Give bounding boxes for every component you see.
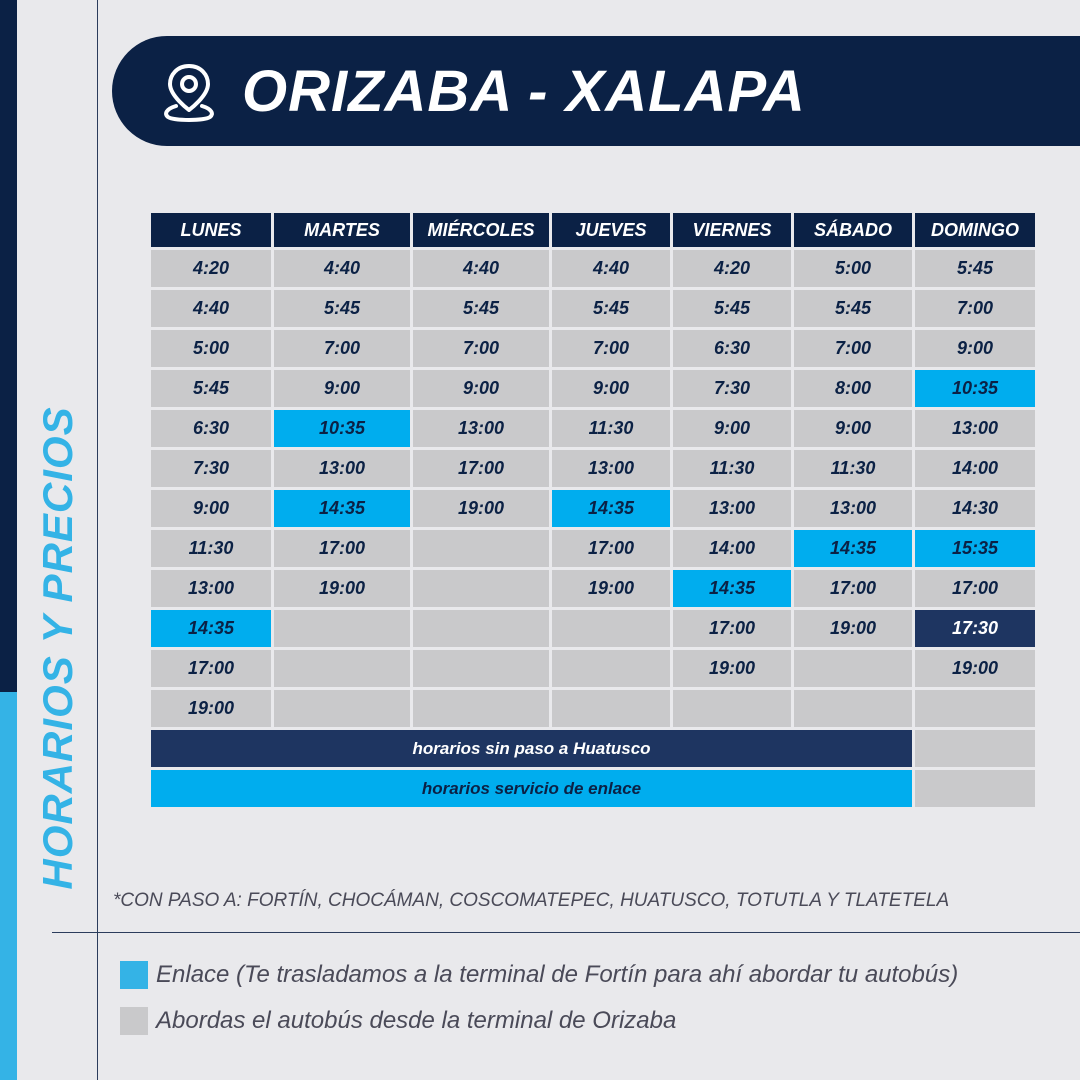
side-stripe-blue bbox=[0, 692, 17, 1080]
schedule-body bbox=[151, 250, 1035, 727]
time-cell: 5:45 bbox=[151, 370, 271, 407]
time-cell bbox=[552, 610, 670, 647]
time-cell: 5:45 bbox=[413, 290, 549, 327]
time-cell: 17:00 bbox=[915, 570, 1035, 607]
day-header: SÁBADO bbox=[794, 213, 912, 247]
time-cell: 19:00 bbox=[413, 490, 549, 527]
time-cell: 7:30 bbox=[151, 450, 271, 487]
table-row bbox=[151, 250, 1035, 287]
time-cell bbox=[413, 650, 549, 687]
time-cell: 5:45 bbox=[673, 290, 791, 327]
table-row bbox=[151, 610, 1035, 647]
time-cell: 11:30 bbox=[552, 410, 670, 447]
time-cell: 10:35 bbox=[274, 410, 410, 447]
time-cell: 4:20 bbox=[673, 250, 791, 287]
time-cell: 7:30 bbox=[673, 370, 791, 407]
time-cell: 4:40 bbox=[552, 250, 670, 287]
time-cell: 13:00 bbox=[794, 490, 912, 527]
time-cell bbox=[413, 530, 549, 567]
time-cell: 14:35 bbox=[552, 490, 670, 527]
time-cell: 17:00 bbox=[794, 570, 912, 607]
time-cell: 5:45 bbox=[274, 290, 410, 327]
time-cell: 14:35 bbox=[151, 610, 271, 647]
time-cell: 19:00 bbox=[151, 690, 271, 727]
time-cell: 17:30 bbox=[915, 610, 1035, 647]
legend-sin-paso: horarios sin paso a Huatusco bbox=[151, 730, 912, 767]
time-cell: 14:00 bbox=[915, 450, 1035, 487]
time-cell: 17:00 bbox=[413, 450, 549, 487]
schedule-table bbox=[148, 210, 1038, 810]
footnote: *CON PASO A: FORTÍN, CHOCÁMAN, COSCOMATEPEC, HUATUSCO, TOTUTLA Y TLATETELA bbox=[113, 890, 950, 911]
table-row bbox=[151, 690, 1035, 727]
time-cell: 9:00 bbox=[794, 410, 912, 447]
time-cell bbox=[552, 650, 670, 687]
time-cell bbox=[413, 690, 549, 727]
orizaba-swatch bbox=[120, 1007, 148, 1035]
time-cell: 7:00 bbox=[413, 330, 549, 367]
day-header: MARTES bbox=[274, 213, 410, 247]
time-cell: 19:00 bbox=[274, 570, 410, 607]
time-cell: 9:00 bbox=[413, 370, 549, 407]
time-cell: 10:35 bbox=[915, 370, 1035, 407]
vertical-divider bbox=[97, 0, 98, 1080]
time-cell bbox=[794, 650, 912, 687]
time-cell bbox=[274, 610, 410, 647]
table-row bbox=[151, 490, 1035, 527]
time-cell: 13:00 bbox=[552, 450, 670, 487]
time-cell: 17:00 bbox=[274, 530, 410, 567]
table-row bbox=[151, 410, 1035, 447]
time-cell: 5:00 bbox=[794, 250, 912, 287]
legend-spacer bbox=[915, 770, 1035, 807]
time-cell: 13:00 bbox=[413, 410, 549, 447]
time-cell: 5:45 bbox=[794, 290, 912, 327]
table-row bbox=[151, 450, 1035, 487]
time-cell bbox=[413, 610, 549, 647]
day-header: VIERNES bbox=[673, 213, 791, 247]
route-header bbox=[112, 36, 1080, 146]
time-cell bbox=[274, 690, 410, 727]
day-header-row bbox=[151, 213, 1035, 247]
day-header: DOMINGO bbox=[915, 213, 1035, 247]
time-cell: 13:00 bbox=[915, 410, 1035, 447]
time-cell: 8:00 bbox=[794, 370, 912, 407]
key-enlace-text: Enlace (Te trasladamos a la terminal de Fortín para ahí abordar tu autobús) bbox=[156, 961, 959, 988]
table-row bbox=[151, 530, 1035, 567]
time-cell: 13:00 bbox=[274, 450, 410, 487]
time-cell: 14:35 bbox=[274, 490, 410, 527]
time-cell: 5:00 bbox=[151, 330, 271, 367]
key-orizaba bbox=[120, 1007, 676, 1035]
enlace-swatch bbox=[120, 961, 148, 989]
time-cell: 6:30 bbox=[673, 330, 791, 367]
time-cell: 17:00 bbox=[552, 530, 670, 567]
map-pin-icon bbox=[160, 60, 218, 124]
time-cell: 14:35 bbox=[673, 570, 791, 607]
route-title: ORIZABA - XALAPA bbox=[242, 59, 806, 124]
time-cell: 15:35 bbox=[915, 530, 1035, 567]
time-cell bbox=[413, 570, 549, 607]
legend-spacer bbox=[915, 730, 1035, 767]
time-cell: 17:00 bbox=[673, 610, 791, 647]
time-cell: 4:40 bbox=[151, 290, 271, 327]
time-cell: 9:00 bbox=[915, 330, 1035, 367]
time-cell: 19:00 bbox=[673, 650, 791, 687]
time-cell: 9:00 bbox=[673, 410, 791, 447]
key-orizaba-text: Abordas el autobús desde la terminal de Orizaba bbox=[156, 1007, 677, 1034]
table-row bbox=[151, 370, 1035, 407]
time-cell: 7:00 bbox=[552, 330, 670, 367]
time-cell bbox=[915, 690, 1035, 727]
time-cell: 19:00 bbox=[794, 610, 912, 647]
time-cell bbox=[552, 690, 670, 727]
horizontal-divider bbox=[52, 932, 1080, 933]
legend-row bbox=[151, 770, 1035, 807]
time-cell: 13:00 bbox=[673, 490, 791, 527]
time-cell bbox=[673, 690, 791, 727]
time-cell: 9:00 bbox=[151, 490, 271, 527]
time-cell: 14:30 bbox=[915, 490, 1035, 527]
table-row bbox=[151, 650, 1035, 687]
time-cell: 4:40 bbox=[274, 250, 410, 287]
time-cell: 5:45 bbox=[552, 290, 670, 327]
time-cell: 11:30 bbox=[673, 450, 791, 487]
time-cell: 4:20 bbox=[151, 250, 271, 287]
time-cell: 14:00 bbox=[673, 530, 791, 567]
time-cell: 7:00 bbox=[794, 330, 912, 367]
time-cell bbox=[794, 690, 912, 727]
time-cell: 5:45 bbox=[915, 250, 1035, 287]
side-title: HORARIOS Y PRECIOS bbox=[34, 406, 81, 890]
time-cell: 11:30 bbox=[151, 530, 271, 567]
time-cell bbox=[274, 650, 410, 687]
time-cell: 7:00 bbox=[915, 290, 1035, 327]
table-row bbox=[151, 570, 1035, 607]
time-cell: 19:00 bbox=[552, 570, 670, 607]
time-cell: 9:00 bbox=[274, 370, 410, 407]
legend-row bbox=[151, 730, 1035, 767]
time-cell: 17:00 bbox=[151, 650, 271, 687]
time-cell: 13:00 bbox=[151, 570, 271, 607]
time-cell: 9:00 bbox=[552, 370, 670, 407]
time-cell: 19:00 bbox=[915, 650, 1035, 687]
time-cell: 14:35 bbox=[794, 530, 912, 567]
day-header: LUNES bbox=[151, 213, 271, 247]
side-stripe-navy bbox=[0, 0, 17, 692]
time-cell: 4:40 bbox=[413, 250, 549, 287]
time-cell: 6:30 bbox=[151, 410, 271, 447]
key-enlace bbox=[120, 961, 958, 989]
time-cell: 11:30 bbox=[794, 450, 912, 487]
time-cell: 7:00 bbox=[274, 330, 410, 367]
day-header: JUEVES bbox=[552, 213, 670, 247]
table-row bbox=[151, 290, 1035, 327]
day-header: MIÉRCOLES bbox=[413, 213, 549, 247]
legend-enlace: horarios servicio de enlace bbox=[151, 770, 912, 807]
table-row bbox=[151, 330, 1035, 367]
